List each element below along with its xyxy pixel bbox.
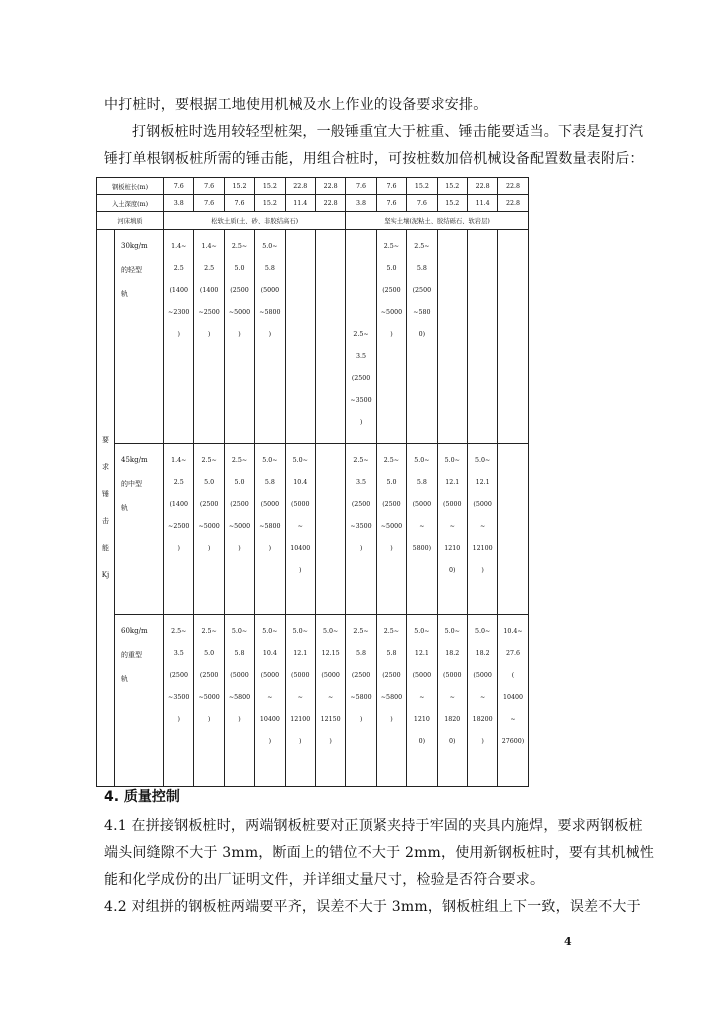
energy-line: 5.0~ [262,457,278,465]
energy-line: 5.0 [234,479,245,487]
energy-line: (2500 [351,501,371,509]
energy-line: 5.0~ [231,627,248,635]
energy-line: 5.0 [234,264,245,272]
energy-cell [194,614,224,786]
energy-line: 10400 [290,545,311,553]
energy-line: 12.1 [445,479,460,487]
paragraph-line-3: 锤打单根钢板桩所需的锤击能，用组合桩时，可按桩数加倍机械设备配置数量表附后： [104,151,644,167]
energy-line: 2.5~ [414,242,430,250]
rail-type-cell [115,444,164,614]
energy-line: (1400 [169,501,188,509]
soft-soil-label: 松软土质(土、砂、非胶结高石) [164,212,346,229]
energy-line: ~ [419,523,425,531]
energy-line: 10.4~ [503,627,523,635]
energy-cell [437,229,467,444]
energy-cell [467,444,497,614]
paragraph-4-1-line-2: 端头间缝隙不大于 3mm，断面上的错位不大于 2mm，使用新钢板桩时，要有其机械性 [104,845,655,861]
energy-line: ~2300 [168,308,190,316]
header-cell: 15.2 [437,178,467,195]
energy-line: 5.0~ [323,627,339,635]
energy-line: 5.0~ [262,627,278,635]
energy-line: ~ [449,523,455,531]
energy-line: ) [177,545,180,553]
energy-cell [437,614,467,786]
energy-line: (2500 [382,671,401,679]
energy-line: ) [177,715,180,723]
energy-line: 5.0 [204,479,215,487]
energy-line: 1.4~ [171,242,187,250]
energy-line: ~5000 [198,523,220,531]
energy-cell [346,444,376,614]
header-cell: 22.8 [285,178,315,195]
energy-line: ~5000 [380,308,403,316]
soil-type-row [97,212,529,229]
energy-line: ) [207,545,211,553]
energy-line: 5800) [412,545,432,553]
energy-line: 5.0~ [474,457,491,465]
energy-cell [285,229,315,444]
header-cell: 15.2 [255,178,285,195]
energy-line: 3.5 [356,479,367,487]
energy-line: (2500 [199,501,219,509]
energy-line: ~5800 [259,523,281,531]
energy-line: ~5800 [380,693,403,701]
side-label-char: 求 [102,462,109,471]
energy-line: ~ [419,693,425,701]
energy-line: ~ [449,693,455,701]
energy-line: ~5800 [228,693,251,701]
energy-line: ~ [479,523,486,531]
energy-line: (2500 [351,374,371,382]
energy-line: ~5000 [198,693,220,701]
energy-line: ) [207,330,211,338]
energy-line: (5000 [321,671,340,679]
energy-line: 2.5 [173,264,184,272]
energy-line: 2.5~ [171,627,187,635]
energy-line: 1.4~ [171,457,187,465]
energy-cell [164,229,194,444]
energy-line: 0) [418,737,426,745]
energy-cell [224,614,254,786]
energy-line: 12150 [320,715,341,723]
header-cell: 7.6 [376,195,406,212]
header-cell: 22.8 [498,195,528,212]
hammer-group-row [97,229,529,444]
energy-line: 1820 [444,715,461,723]
energy-line: 5.8 [356,649,367,657]
side-label-char: Kj [101,570,110,579]
energy-line: 5.8 [416,264,427,272]
energy-cell [164,444,194,614]
energy-line: (5000 [230,671,249,679]
page-number: 4 [564,935,572,948]
energy-line: 2.5~ [201,457,217,465]
energy-line: 5.0~ [444,457,460,465]
energy-line: 1210 [444,545,461,553]
energy-line: (5000 [442,501,462,509]
rail-type-line: 60kg/m [121,626,148,635]
energy-line: (5000 [291,671,310,679]
energy-line: ~580 [413,308,431,316]
hammer-group-row [97,444,529,614]
energy-line: 5.8 [234,649,245,657]
header-cell: 3.8 [164,195,194,212]
energy-line: 2.5~ [353,627,369,635]
rail-type-line: 轨 [121,289,128,298]
energy-line: 12100 [472,545,493,553]
section-heading: 4. 质量控制 [104,789,180,805]
energy-cell [407,614,437,786]
energy-cell [376,614,406,786]
energy-line: (1400 [169,286,188,294]
energy-line: (1400 [199,286,219,294]
energy-line: (5000 [412,671,432,679]
energy-line: ~ [267,693,273,701]
energy-cell [255,444,285,614]
energy-cell [346,229,376,444]
energy-line: ) [299,567,302,575]
energy-cell [407,444,437,614]
energy-line: ~ [510,715,516,723]
hammer-energy-table [96,177,529,787]
energy-line: 12100 [290,715,311,723]
energy-cell [224,444,254,614]
energy-cell [498,614,528,786]
energy-line: (5000 [442,671,462,679]
energy-line: 3.5 [356,352,367,360]
energy-line: 0) [448,737,456,745]
energy-line: ) [268,737,272,745]
side-label-char: 击 [102,516,109,525]
rail-type-line: 的中型 [121,480,142,489]
header-cell: 15.2 [437,195,467,212]
energy-line: 5.0 [386,479,397,487]
energy-line: 27.6 [505,649,521,657]
energy-line: ~5000 [228,308,251,316]
energy-line: 5.0 [386,264,397,272]
side-label-char: 锤 [102,489,109,498]
energy-cell [285,614,315,786]
energy-line: (2500 [169,671,188,679]
header-label: 钢板桩长(m) [97,178,164,195]
energy-line: 5.8 [416,479,427,487]
energy-line [346,236,375,258]
energy-cell [498,444,528,614]
energy-line: ) [299,737,302,745]
header-cell: 3.8 [346,195,376,212]
energy-line: 5.0~ [292,457,308,465]
rail-type-cell [115,229,164,444]
energy-line [346,258,375,280]
energy-line: (5000 [260,671,280,679]
energy-line: 2.5~ [231,457,248,465]
energy-cell [315,444,345,614]
energy-line: 18200 [472,715,493,723]
energy-line: ~2500 [198,308,220,316]
energy-line: 12.1 [414,649,429,657]
energy-line [346,302,375,324]
energy-cell [498,229,528,444]
energy-line: 0) [418,330,426,338]
energy-line: ~2500 [168,523,190,531]
energy-line: ~3500 [350,396,372,404]
energy-cell [315,229,345,444]
energy-line: (2500 [382,501,401,509]
energy-line: (2500 [199,671,219,679]
energy-line: ) [238,330,241,338]
energy-line: ~ [297,523,303,531]
energy-line: ~5800 [350,693,372,701]
energy-line: ) [359,418,363,426]
energy-line: (5000 [473,671,492,679]
energy-line: ) [207,715,211,723]
energy-line: (2500 [230,286,249,294]
energy-line: 2.5~ [383,457,400,465]
energy-cell [164,614,194,786]
header-cell: 22.8 [467,178,497,195]
side-label-char: 要 [102,435,109,444]
energy-line: 10.4 [293,479,308,487]
rail-type-line: 45kg/m [121,456,148,465]
paragraph-line-2: 打钢板桩时选用较轻型桩架，一般锤重宜大于桩重、锤击能要适当。下表是复打汽 [132,124,644,140]
energy-line: (2500 [382,286,401,294]
energy-line: 0) [448,567,456,575]
energy-line: 10400 [259,715,280,723]
energy-line: ) [268,330,272,338]
energy-line: 1210 [413,715,430,723]
energy-line: ~5000 [380,523,403,531]
energy-line: 5.0~ [292,627,308,635]
rail-type-line: 轨 [121,674,128,683]
energy-cell [437,444,467,614]
energy-line: 12.15 [321,649,340,657]
rail-type-line: 轨 [121,504,128,513]
energy-cell [315,614,345,786]
rail-type-cell [115,614,164,786]
energy-line: 5.0~ [474,627,491,635]
energy-line: (2500 [351,671,371,679]
header-cell: 7.6 [376,178,406,195]
energy-line: 27600) [501,737,525,745]
energy-cell [376,444,406,614]
pile-length-row [97,178,529,195]
header-cell: 15.2 [407,178,437,195]
header-cell: 15.2 [224,178,254,195]
energy-line: ) [177,330,180,338]
energy-cell [346,614,376,786]
energy-line: ~ [479,693,486,701]
header-cell: 7.6 [224,195,254,212]
hammer-group-row [97,614,529,786]
energy-line: 2.5 [173,479,184,487]
energy-cell [285,444,315,614]
energy-line: 2.5 [204,264,215,272]
energy-line: ( [511,671,515,679]
rail-type-line: 的轻型 [121,265,142,274]
energy-line: 10400 [502,693,524,701]
required-energy-label [97,229,115,786]
energy-cell [376,229,406,444]
energy-line: 12.1 [293,649,308,657]
energy-line: 18.2 [475,649,490,657]
energy-line: 2.5~ [383,242,400,250]
header-cell: 11.4 [467,195,497,212]
energy-line: 5.0~ [444,627,460,635]
energy-line: 2.5~ [201,627,217,635]
energy-line: 5.0~ [414,457,430,465]
energy-cell [194,229,224,444]
side-label-char: 能 [102,543,109,552]
energy-line [346,280,375,302]
paragraph-4-2: 4.2 对组拼的钢板桩两端要平齐，误差不大于 3mm，钢板桩组上下一致，误差不大于 [104,899,641,915]
energy-line: ) [390,330,393,338]
energy-line: 18.2 [445,649,460,657]
energy-cell [255,229,285,444]
rail-type-line: 30kg/m [121,241,148,250]
energy-line: (5000 [412,501,432,509]
energy-line: 5.0~ [414,627,430,635]
energy-line: ) [359,545,363,553]
energy-line: ~3500 [168,693,190,701]
energy-line: ) [481,567,484,575]
energy-line: 3.5 [173,649,184,657]
header-cell: 11.4 [285,195,315,212]
energy-line: ) [238,545,241,553]
energy-cell [194,444,224,614]
energy-line: 5.8 [264,479,275,487]
energy-line: ~ [297,693,303,701]
energy-cell [467,614,497,786]
energy-line: 10.4 [262,649,277,657]
energy-line: (5000 [291,501,310,509]
energy-line: 2.5~ [231,242,248,250]
header-cell: 7.6 [194,178,224,195]
energy-cell [224,229,254,444]
header-cell: 22.8 [498,178,528,195]
energy-line: (5000 [260,501,280,509]
energy-line: 5.8 [386,649,397,657]
paragraph-4-1-line-3: 能和化学成份的出厂证明文件，并详细丈量尺寸，检验是否符合要求。 [104,872,545,888]
paragraph-line-1: 中打桩时，要根据工地使用机械及水上作业的设备要求安排。 [104,97,488,113]
hard-soil-label: 坚实土壤(泥粘土、胶结砾石、软岩层) [346,212,528,229]
energy-cell [407,229,437,444]
energy-line: ~5000 [228,523,251,531]
energy-cell [255,614,285,786]
energy-line: ~3500 [350,523,372,531]
energy-line: 5.0~ [262,242,278,250]
header-cell: 15.2 [255,195,285,212]
energy-line: ) [238,715,241,723]
energy-line: 5.0 [204,649,215,657]
energy-line: ) [329,737,332,745]
energy-line: (5000 [260,286,280,294]
energy-line: 2.5~ [353,457,369,465]
energy-cell [467,229,497,444]
embed-depth-row [97,195,529,212]
energy-line: 5.8 [264,264,275,272]
header-cell: 22.8 [315,195,345,212]
energy-line: (5000 [473,501,492,509]
energy-line: ) [359,715,363,723]
header-label: 入土深度(m) [97,195,164,212]
header-cell: 7.6 [407,195,437,212]
header-cell: 7.6 [194,195,224,212]
energy-line: 2.5~ [353,330,369,338]
energy-line: (2500 [230,501,249,509]
energy-line: ) [481,737,484,745]
energy-line: ) [390,545,393,553]
energy-line: 1.4~ [201,242,217,250]
header-cell: 22.8 [315,178,345,195]
header-label: 河床填质 [97,212,164,229]
paragraph-4-1-line-1: 4.1 在拼接钢板桩时，两端钢板桩要对正顶紧夹持于牢固的夹具内施焊，要求两钢板桩 [104,818,643,834]
energy-line: 12.1 [475,479,490,487]
energy-line: ~ [328,693,334,701]
header-cell: 7.6 [346,178,376,195]
energy-line: ) [390,715,393,723]
header-cell: 7.6 [164,178,194,195]
energy-line: ) [268,545,272,553]
rail-type-line: 的重型 [121,650,142,659]
energy-line: (2500 [412,286,432,294]
energy-line: ~5800 [259,308,281,316]
energy-line: 2.5~ [383,627,400,635]
